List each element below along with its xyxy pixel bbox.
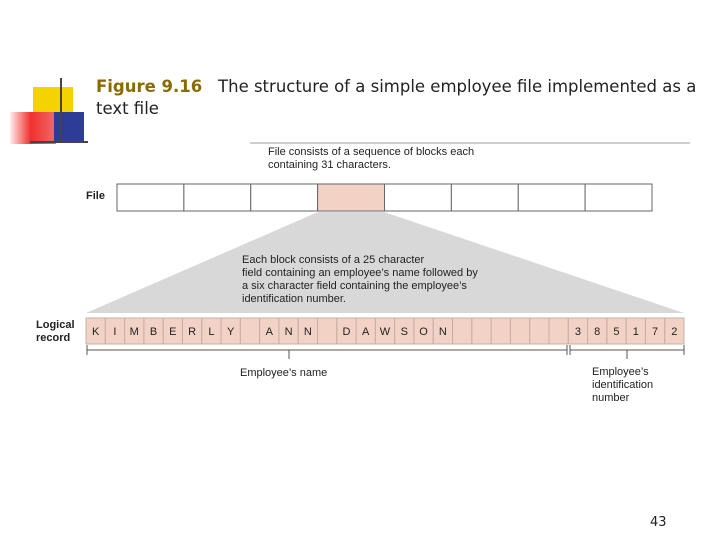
- file-block: [251, 184, 318, 211]
- file-block-highlighted: [318, 184, 385, 211]
- record-char: S: [400, 326, 408, 338]
- record-char: W: [379, 326, 391, 338]
- file-block: [451, 184, 518, 211]
- record-char: M: [129, 326, 139, 338]
- file-row: [117, 184, 652, 211]
- record-char: D: [342, 326, 351, 338]
- file-label: File: [86, 190, 105, 202]
- block-caption: Each block consists of a 25 character field containing an employee’s name followed by a six character field containing the employee’s identification number.: [242, 254, 478, 305]
- employee-id-label: Employee’s identification number: [592, 366, 654, 404]
- record-char: B: [149, 326, 158, 338]
- record-char: N: [438, 326, 447, 338]
- record-char: 7: [652, 326, 659, 338]
- id-bracket: [570, 345, 684, 359]
- record-char: E: [169, 326, 177, 338]
- record-char: N: [284, 326, 293, 338]
- record-char: R: [188, 326, 197, 338]
- record-char: A: [362, 326, 370, 338]
- record-char: A: [265, 326, 273, 338]
- logical-record-row: [86, 318, 684, 344]
- record-char: Y: [227, 326, 235, 338]
- record-char: 5: [613, 326, 620, 338]
- file-block: [184, 184, 251, 211]
- file-block: [117, 184, 184, 211]
- employee-name-label: Employee’s name: [240, 367, 328, 379]
- record-char: I: [113, 326, 117, 338]
- record-char: 3: [574, 326, 581, 338]
- figure-label: Figure 9.16: [96, 77, 203, 96]
- file-block: [385, 184, 452, 211]
- page-number: 43: [650, 515, 667, 530]
- record-char: 8: [594, 326, 601, 338]
- record-char: N: [303, 326, 312, 338]
- logical-record-label: Logical record: [36, 319, 75, 344]
- record-char: O: [419, 326, 428, 338]
- file-block: [518, 184, 585, 211]
- file-caption: File consists of a sequence of blocks each containing 31 characters.: [268, 146, 475, 171]
- title-text: The structure of a simple employee file implemented as a text file: [96, 77, 697, 118]
- record-char: L: [208, 326, 215, 338]
- record-char: 2: [671, 326, 678, 338]
- record-char: K: [91, 326, 100, 338]
- file-block: [585, 184, 652, 211]
- record-char: 1: [632, 326, 639, 338]
- name-bracket: [87, 345, 567, 359]
